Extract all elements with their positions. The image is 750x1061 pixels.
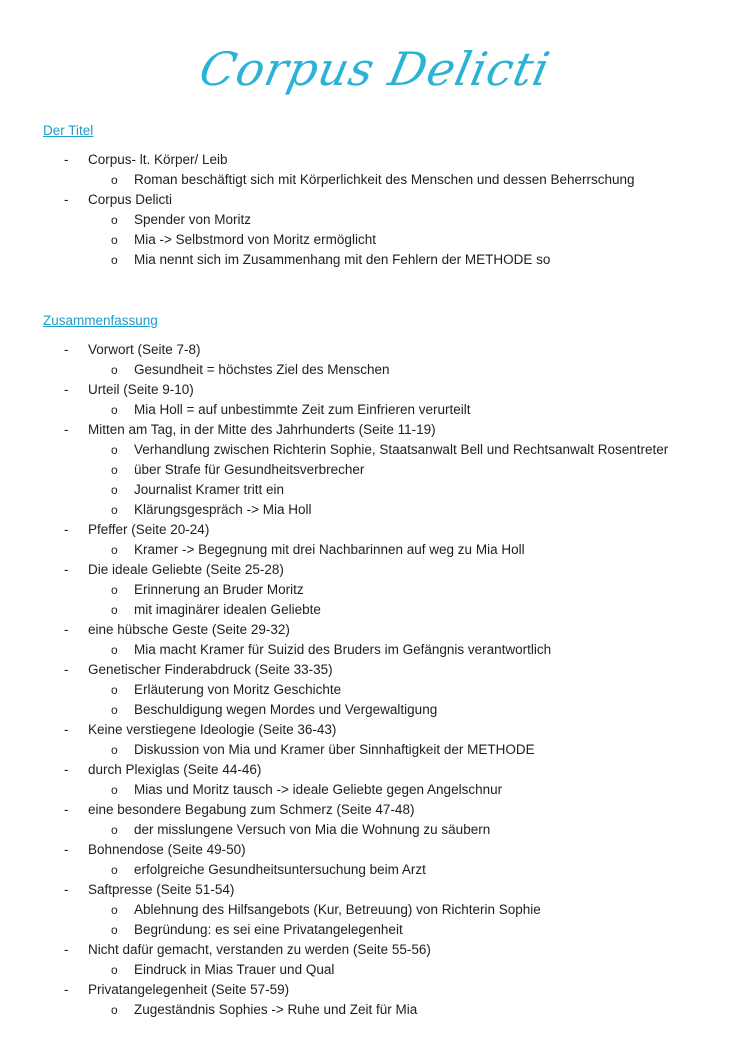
list-item	[0, 340, 750, 360]
sub-list-item	[0, 170, 750, 190]
circle-bullet: o	[111, 463, 118, 477]
dash-bullet: -	[64, 152, 69, 167]
item-text: Kramer -> Begegnung mit drei Nachbarinnen auf weg zu Mia Holl	[134, 542, 525, 557]
sub-list-item	[0, 1000, 750, 1020]
circle-bullet: o	[111, 233, 118, 247]
item-text: Die ideale Geliebte (Seite 25-28)	[88, 562, 284, 577]
sub-list-item	[0, 230, 750, 250]
sub-list-item	[0, 780, 750, 800]
item-text: Corpus Delicti	[88, 192, 173, 207]
sub-list-item	[0, 860, 750, 880]
dash-bullet: -	[64, 982, 69, 997]
item-text: Klärungsgespräch -> Mia Holl	[134, 502, 312, 517]
dash-bullet: -	[64, 562, 69, 577]
list-item	[0, 560, 750, 580]
circle-bullet: o	[111, 443, 118, 457]
item-text: Verhandlung zwischen Richterin Sophie, Staatsanwalt Bell und Rechtsanwalt Rosentreter	[134, 442, 669, 457]
item-text: Bohnendose (Seite 49-50)	[88, 842, 246, 857]
list-item	[0, 840, 750, 860]
item-text: Mia macht Kramer für Suizid des Bruders im Gefängnis verantwortlich	[134, 642, 552, 657]
circle-bullet: o	[111, 543, 118, 557]
sub-list-item	[0, 580, 750, 600]
item-text: Privatangelegenheit (Seite 57-59)	[88, 982, 290, 997]
item-text: Keine verstiegene Ideologie (Seite 36-43)	[88, 722, 337, 737]
list-item	[0, 660, 750, 680]
sub-list-item	[0, 500, 750, 520]
circle-bullet: o	[111, 213, 118, 227]
item-text: Gesundheit = höchstes Ziel des Menschen	[134, 362, 390, 377]
item-text: Ablehnung des Hilfsangebots (Kur, Betreuung) von Richterin Sophie	[134, 902, 541, 917]
circle-bullet: o	[111, 823, 118, 837]
sub-list-item	[0, 400, 750, 420]
sub-list-item	[0, 920, 750, 940]
list-item	[0, 880, 750, 900]
list-item	[0, 150, 750, 170]
item-text: Mia -> Selbstmord von Moritz ermöglicht	[134, 232, 376, 247]
circle-bullet: o	[111, 923, 118, 937]
list-item	[0, 800, 750, 820]
sub-list-item	[0, 440, 750, 460]
item-text: Zugeständnis Sophies -> Ruhe und Zeit für Mia	[134, 1002, 418, 1017]
circle-bullet: o	[111, 863, 118, 877]
dash-bullet: -	[64, 382, 69, 397]
circle-bullet: o	[111, 703, 118, 717]
sub-list-item	[0, 210, 750, 230]
circle-bullet: o	[111, 483, 118, 497]
sub-list-item	[0, 820, 750, 840]
item-text: Beschuldigung wegen Mordes und Vergewaltigung	[134, 702, 438, 717]
item-text: Roman beschäftigt sich mit Körperlichkeit des Menschen und dessen Beherrschung	[134, 172, 635, 187]
section-heading-titel: Der Titel	[43, 123, 94, 138]
dash-bullet: -	[64, 522, 69, 537]
item-text: über Strafe für Gesundheitsverbrecher	[134, 462, 365, 477]
sub-list-item	[0, 600, 750, 620]
list-item	[0, 940, 750, 960]
circle-bullet: o	[111, 1003, 118, 1017]
list-item	[0, 620, 750, 640]
list-item	[0, 760, 750, 780]
dash-bullet: -	[64, 842, 69, 857]
item-text: Mias und Moritz tausch -> ideale Geliebte gegen Angelschnur	[134, 782, 503, 797]
section-heading-zusammenfassung: Zusammenfassung	[43, 313, 158, 328]
item-text: Corpus- lt. Körper/ Leib	[88, 152, 228, 167]
list-item	[0, 380, 750, 400]
circle-bullet: o	[111, 743, 118, 757]
dash-bullet: -	[64, 882, 69, 897]
titel-list	[0, 150, 750, 270]
item-text: Nicht dafür gemacht, verstanden zu werden (Seite 55-56)	[88, 942, 431, 957]
dash-bullet: -	[64, 662, 69, 677]
list-item	[0, 520, 750, 540]
dash-bullet: -	[64, 722, 69, 737]
item-text: der misslungene Versuch von Mia die Wohnung zu säubern	[134, 822, 491, 837]
list-item	[0, 980, 750, 1000]
item-text: eine besondere Begabung zum Schmerz (Seite 47-48)	[88, 802, 415, 817]
item-text: Saftpresse (Seite 51-54)	[88, 882, 235, 897]
circle-bullet: o	[111, 403, 118, 417]
sub-list-item	[0, 640, 750, 660]
list-item	[0, 190, 750, 210]
dash-bullet: -	[64, 342, 69, 357]
sub-list-item	[0, 250, 750, 270]
list-item	[0, 420, 750, 440]
circle-bullet: o	[111, 503, 118, 517]
sub-list-item	[0, 960, 750, 980]
circle-bullet: o	[111, 963, 118, 977]
sub-list-item	[0, 900, 750, 920]
sub-list-item	[0, 360, 750, 380]
item-text: eine hübsche Geste (Seite 29-32)	[88, 622, 290, 637]
sub-list-item	[0, 740, 750, 760]
item-text: Pfeffer (Seite 20-24)	[88, 522, 210, 537]
dash-bullet: -	[64, 622, 69, 637]
circle-bullet: o	[111, 253, 118, 267]
page-title: Corpus Delicti	[194, 42, 556, 96]
dash-bullet: -	[64, 762, 69, 777]
circle-bullet: o	[111, 683, 118, 697]
item-text: Urteil (Seite 9-10)	[88, 382, 194, 397]
item-text: Genetischer Finderabdruck (Seite 33-35)	[88, 662, 333, 677]
list-item	[0, 720, 750, 740]
item-text: mit imaginärer idealen Geliebte	[134, 602, 321, 617]
item-text: Diskussion von Mia und Kramer über Sinnhaftigkeit der METHODE	[134, 742, 535, 757]
sub-list-item	[0, 680, 750, 700]
sub-list-item	[0, 460, 750, 480]
item-text: Spender von Moritz	[134, 212, 252, 227]
item-text: Eindruck in Mias Trauer und Qual	[134, 962, 335, 977]
circle-bullet: o	[111, 603, 118, 617]
item-text: Vorwort (Seite 7-8)	[88, 342, 201, 357]
item-text: erfolgreiche Gesundheitsuntersuchung beim Arzt	[134, 862, 426, 877]
dash-bullet: -	[64, 942, 69, 957]
sub-list-item	[0, 700, 750, 720]
item-text: Mia nennt sich im Zusammenhang mit den Fehlern der METHODE so	[134, 252, 551, 267]
dash-bullet: -	[64, 192, 69, 207]
item-text: Begründung: es sei eine Privatangelegenheit	[134, 922, 403, 937]
sub-list-item	[0, 540, 750, 560]
dash-bullet: -	[64, 422, 69, 437]
circle-bullet: o	[111, 903, 118, 917]
circle-bullet: o	[111, 783, 118, 797]
item-text: Erläuterung von Moritz Geschichte	[134, 682, 342, 697]
zusammenfassung-list	[0, 340, 750, 1020]
circle-bullet: o	[111, 363, 118, 377]
dash-bullet: -	[64, 802, 69, 817]
circle-bullet: o	[111, 173, 118, 187]
item-text: durch Plexiglas (Seite 44-46)	[88, 762, 262, 777]
item-text: Journalist Kramer tritt ein	[134, 482, 285, 497]
item-text: Mitten am Tag, in der Mitte des Jahrhunderts (Seite 11-19)	[88, 422, 436, 437]
sub-list-item	[0, 480, 750, 500]
item-text: Mia Holl = auf unbestimmte Zeit zum Einfrieren verurteilt	[134, 402, 471, 417]
item-text: Erinnerung an Bruder Moritz	[134, 582, 304, 597]
circle-bullet: o	[111, 583, 118, 597]
circle-bullet: o	[111, 643, 118, 657]
